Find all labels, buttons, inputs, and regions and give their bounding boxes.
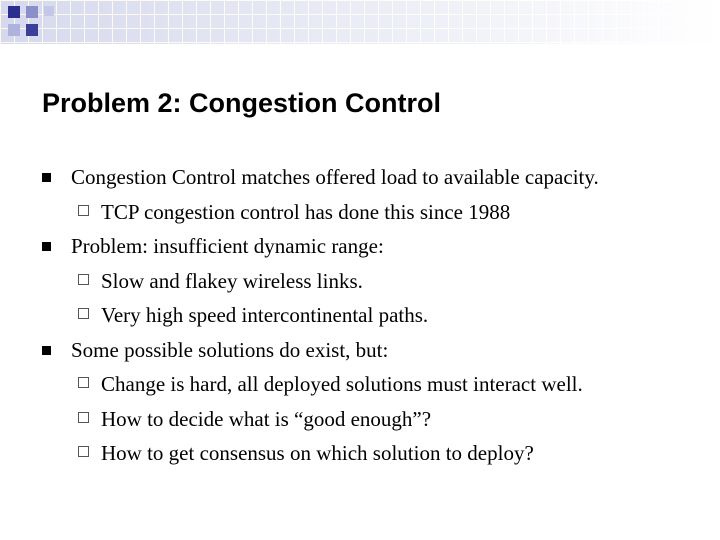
checkbox-outline-icon (78, 412, 89, 423)
decor-square-icon (26, 6, 38, 18)
sub-bullet-item (42, 402, 712, 437)
bullet-text: Some possible solutions do exist, but: (71, 337, 389, 362)
slide-title: Problem 2: Congestion Control (42, 88, 442, 118)
decor-square-icon (44, 6, 54, 16)
bullet-item (42, 333, 712, 368)
decor-square-icon (26, 24, 38, 36)
checkbox-outline-icon (78, 377, 89, 388)
bullet-text: Problem: insufficient dynamic range: (71, 234, 384, 258)
square-bullet-icon (42, 173, 51, 182)
bullet-item (42, 229, 712, 264)
header-grid-pattern (0, 0, 720, 44)
bullet-text: Congestion Control matches offered load to available capacity. (71, 165, 599, 189)
bullet-list (42, 160, 712, 471)
checkbox-outline-icon (78, 274, 89, 285)
sub-bullet-item (42, 264, 712, 299)
square-bullet-icon (42, 242, 51, 251)
decor-square-icon (8, 6, 20, 18)
bullet-item (42, 160, 712, 195)
square-bullet-icon (42, 346, 51, 355)
sub-bullet-text: TCP congestion control has done this since 1988 (101, 199, 511, 224)
sub-bullet-text: How to get consensus on which solution to deploy? (101, 441, 534, 465)
checkbox-outline-icon (78, 205, 89, 216)
sub-bullet-text: Very high speed intercontinental paths. (101, 303, 429, 327)
sub-bullet-item (42, 367, 712, 402)
sub-bullet-item (42, 298, 712, 333)
sub-bullet-item (42, 195, 712, 230)
sub-bullet-text: How to decide what is “good enough”? (101, 406, 432, 431)
sub-bullet-text: Change is hard, all deployed solutions must interact well. (101, 372, 583, 396)
decor-square-icon (8, 24, 20, 36)
sub-bullet-item (42, 436, 712, 471)
checkbox-outline-icon (78, 308, 89, 319)
sub-bullet-text: Slow and flakey wireless links. (101, 268, 363, 293)
checkbox-outline-icon (78, 446, 89, 457)
